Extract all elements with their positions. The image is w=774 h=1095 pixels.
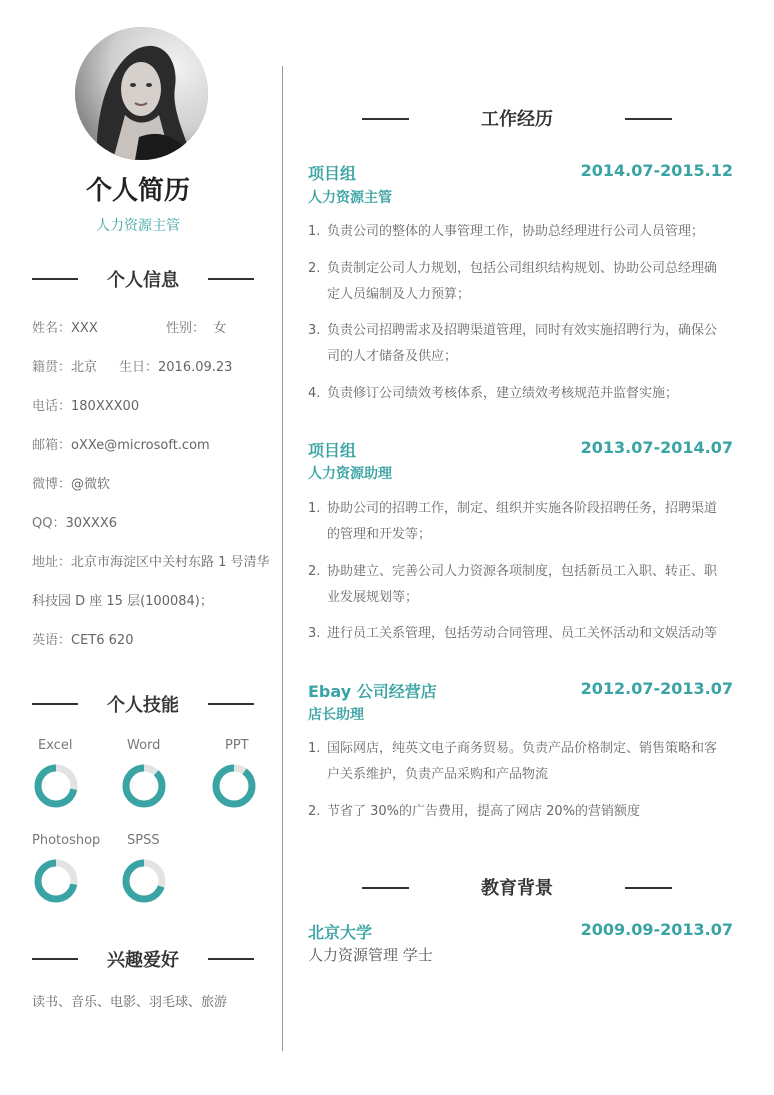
section-title: 个人信息 bbox=[107, 270, 179, 291]
skill-label: Excel bbox=[38, 738, 73, 753]
info-english-row bbox=[32, 629, 133, 648]
info-phone-row bbox=[32, 395, 139, 414]
name-value: XXX bbox=[71, 321, 98, 336]
duty-text: 协助公司的招聘工作，制定、组织并实施各阶段招聘任务，招聘渠道的管理和开发等； bbox=[327, 501, 718, 542]
duty-number: 3. bbox=[308, 323, 321, 338]
job-role: 店长助理 bbox=[308, 707, 364, 723]
skill-label: SPSS bbox=[127, 833, 160, 848]
english-value: CET6 620 bbox=[71, 633, 134, 648]
hometown-value: 北京 bbox=[71, 360, 98, 375]
skill-donut bbox=[121, 858, 167, 904]
info-address-row-2 bbox=[32, 590, 213, 609]
weibo-value: @微软 bbox=[71, 477, 111, 492]
duty-number: 2. bbox=[308, 804, 321, 819]
info-address-row bbox=[32, 551, 270, 570]
job-org: Ebay 公司经营店 bbox=[308, 682, 437, 701]
duty-number: 1. bbox=[308, 501, 321, 516]
donut-fill bbox=[216, 768, 252, 804]
duty-item bbox=[308, 381, 728, 407]
skill-label: Photoshop bbox=[32, 833, 101, 848]
hobbies-text: 读书、音乐、电影、羽毛球、旅游 bbox=[32, 995, 228, 1010]
section-title: 教育背景 bbox=[481, 878, 553, 899]
degree-text: 人力资源管理 学士 bbox=[308, 946, 433, 964]
weibo-label: 微博： bbox=[32, 477, 72, 492]
job-org: 项目组 bbox=[308, 164, 357, 183]
section-title: 兴趣爱好 bbox=[107, 950, 179, 971]
section-title: 个人技能 bbox=[107, 695, 179, 716]
job-role: 人力资源主管 bbox=[308, 190, 392, 206]
gender-label: 性别： bbox=[166, 321, 206, 336]
skill-donut bbox=[33, 858, 79, 904]
duty-text: 协助建立、完善公司人力资源各项制度，包括新员工入职、转正、职业发展规划等； bbox=[327, 564, 718, 605]
info-weibo-row bbox=[32, 473, 110, 492]
profile-photo bbox=[75, 27, 208, 160]
info-birthday-row bbox=[119, 356, 232, 375]
skill-label: Word bbox=[127, 738, 161, 753]
birthday-label: 生日： bbox=[119, 360, 159, 375]
job-date: 2014.07-2015.12 bbox=[580, 161, 733, 180]
duty-number: 2. bbox=[308, 564, 321, 579]
resume-title: 个人简历 bbox=[85, 176, 190, 206]
duty-item bbox=[308, 256, 728, 308]
email-value[interactable]: oXXe@microsoft.com bbox=[71, 438, 210, 453]
qq-value: 30XXX6 bbox=[65, 516, 117, 531]
info-email-row bbox=[32, 434, 210, 453]
heading-rule-right bbox=[625, 887, 672, 889]
column-divider bbox=[282, 66, 283, 1051]
hometown-label: 籍贯： bbox=[32, 360, 72, 375]
email-label: 邮箱： bbox=[32, 438, 72, 453]
heading-rule-right bbox=[208, 278, 254, 280]
job-date: 2013.07-2014.07 bbox=[580, 438, 733, 457]
portrait-image bbox=[75, 27, 208, 160]
skill-label: PPT bbox=[225, 738, 249, 753]
job-title: 人力资源主管 bbox=[96, 218, 180, 234]
job-org: 项目组 bbox=[308, 441, 357, 460]
duty-text: 负责修订公司绩效考核体系，建立绩效考核规范并监督实施； bbox=[327, 386, 679, 401]
education-heading bbox=[362, 874, 672, 902]
section-title: 工作经历 bbox=[481, 109, 553, 130]
duty-item bbox=[308, 559, 728, 611]
duty-text: 国际网店，纯英文电子商务贸易。负责产品价格制定、销售策略和客户关系维护，负责产品采购和产品物流 bbox=[327, 741, 718, 782]
duty-text: 负责制定公司人力规划，包括公司组织结构规划、协助公司总经理确定人员编制及人力预算； bbox=[327, 261, 718, 302]
address-label: 地址： bbox=[32, 555, 72, 570]
duty-number: 1. bbox=[308, 224, 321, 239]
experience-heading bbox=[362, 105, 672, 133]
donut-fill bbox=[126, 768, 162, 804]
job-date: 2012.07-2013.07 bbox=[580, 679, 733, 698]
school-name: 北京大学 bbox=[308, 923, 373, 942]
heading-rule-right bbox=[625, 118, 672, 120]
name-label: 姓名： bbox=[32, 321, 72, 336]
duty-text: 负责公司的整体的人事管理工作，协助总经理进行公司人员管理； bbox=[327, 224, 705, 239]
duty-item bbox=[308, 799, 728, 825]
skill-donut bbox=[211, 763, 257, 809]
duty-item bbox=[308, 621, 728, 647]
birthday-value: 2016.09.23 bbox=[158, 360, 233, 375]
education-date: 2009.09-2013.07 bbox=[580, 920, 733, 939]
job-role: 人力资源助理 bbox=[308, 466, 392, 482]
english-label: 英语： bbox=[32, 633, 72, 648]
duty-text: 节省了 30%的广告费用，提高了网店 20%的营销额度 bbox=[327, 804, 641, 819]
duty-item bbox=[308, 736, 728, 788]
duty-number: 3. bbox=[308, 626, 321, 641]
skill-donut bbox=[121, 763, 167, 809]
info-gender-row bbox=[166, 317, 226, 336]
duty-number: 4. bbox=[308, 386, 321, 401]
duty-text: 进行员工关系管理，包括劳动合同管理、员工关怀活动和文娱活动等 bbox=[327, 626, 718, 641]
personal-info-heading bbox=[32, 266, 254, 292]
info-qq-row bbox=[32, 512, 117, 531]
skills-heading bbox=[32, 691, 254, 717]
phone-label: 电话： bbox=[32, 399, 72, 414]
duty-item bbox=[308, 318, 728, 370]
duty-number: 1. bbox=[308, 741, 321, 756]
hobbies-heading bbox=[32, 946, 254, 972]
info-hometown-row bbox=[32, 356, 97, 375]
duty-item bbox=[308, 219, 728, 245]
heading-rule-right bbox=[208, 703, 254, 705]
duty-item bbox=[308, 496, 728, 548]
address-line2: 科技园 D 座 15 层(100084)； bbox=[32, 594, 213, 609]
gender-value: 女 bbox=[213, 321, 227, 336]
info-name-row bbox=[32, 317, 98, 336]
phone-value: 180XXX00 bbox=[71, 399, 140, 414]
heading-rule-right bbox=[208, 958, 254, 960]
qq-label: QQ： bbox=[32, 516, 66, 531]
skill-donut bbox=[33, 763, 79, 809]
duty-text: 负责公司招聘需求及招聘渠道管理，同时有效实施招聘行为，确保公司的人才储备及供应； bbox=[327, 323, 718, 364]
duty-number: 2. bbox=[308, 261, 321, 276]
address-line1: 北京市海淀区中关村东路 1 号清华 bbox=[71, 555, 270, 570]
